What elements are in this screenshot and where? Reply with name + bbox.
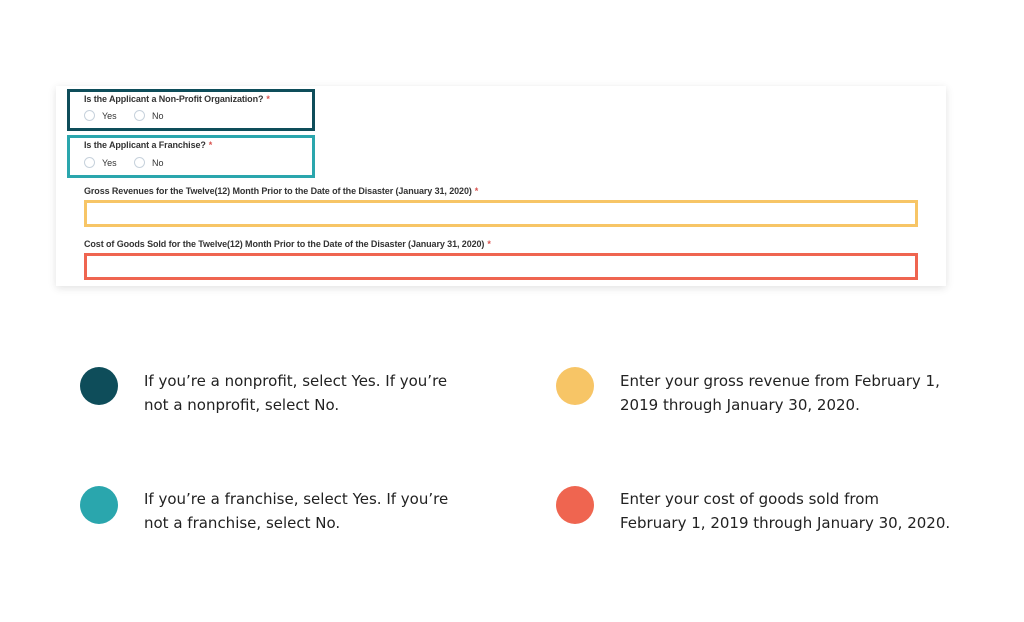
franchise-question-label — [84, 140, 212, 150]
nonprofit-no-label: No — [152, 110, 164, 121]
gross-revenue-label — [84, 186, 478, 196]
franchise-yes-radio[interactable] — [84, 157, 95, 168]
nonprofit-question-label — [84, 94, 270, 104]
nonprofit-instruction — [144, 369, 447, 417]
franchise-yes-option[interactable] — [84, 157, 117, 168]
franchise-instruction-line1: If you’re a franchise, select Yes. If you’re — [144, 490, 449, 508]
nonprofit-yes-label: Yes — [102, 110, 117, 121]
required-asterisk: * — [266, 94, 270, 104]
gross-revenue-instruction-line1: Enter your gross revenue from February 1, — [620, 372, 940, 390]
franchise-no-option[interactable] — [134, 157, 164, 168]
franchise-yes-label: Yes — [102, 157, 117, 168]
franchise-instruction-line2: not a franchise, select No. — [144, 514, 341, 532]
required-asterisk: * — [474, 186, 479, 196]
nonprofit-yes-option[interactable] — [84, 110, 117, 121]
nonprofit-instruction-line1: If you’re a nonprofit, select Yes. If you’re — [144, 372, 448, 390]
gross-revenue-label-text: Gross Revenues for the Twelve(12) Month Prior to the Date of the Disaster (January 31, 2020) — [84, 186, 472, 196]
gross-revenue-instruction — [620, 369, 940, 417]
cogs-label — [84, 239, 491, 249]
cogs-input[interactable] — [84, 253, 918, 280]
franchise-no-label: No — [152, 157, 164, 168]
cogs-instruction-line2: February 1, 2019 through January 30, 2020. — [620, 514, 951, 532]
franchise-instruction — [144, 487, 448, 535]
dark-teal-dot — [80, 367, 118, 405]
nonprofit-no-option[interactable] — [134, 110, 164, 121]
cogs-instruction-line1: Enter your cost of goods sold from — [620, 490, 879, 508]
red-dot — [556, 486, 594, 524]
application-form-card — [56, 86, 946, 286]
cogs-label-text: Cost of Goods Sold for the Twelve(12) Month Prior to the Date of the Disaster (January 31, 2020) — [84, 239, 485, 249]
franchise-no-radio[interactable] — [134, 157, 145, 168]
gross-revenue-input[interactable] — [84, 200, 918, 227]
yellow-dot — [556, 367, 594, 405]
required-asterisk: * — [487, 239, 491, 249]
franchise-question-text: Is the Applicant a Franchise? — [84, 140, 206, 150]
cogs-instruction — [620, 487, 950, 535]
teal-dot — [80, 486, 118, 524]
nonprofit-yes-radio[interactable] — [84, 110, 95, 121]
nonprofit-no-radio[interactable] — [134, 110, 145, 121]
nonprofit-instruction-line2: not a nonprofit, select No. — [144, 396, 340, 414]
gross-revenue-instruction-line2: 2019 through January 30, 2020. — [620, 396, 860, 414]
required-asterisk: * — [208, 140, 213, 150]
nonprofit-question-text: Is the Applicant a Non-Profit Organization? — [84, 94, 264, 104]
